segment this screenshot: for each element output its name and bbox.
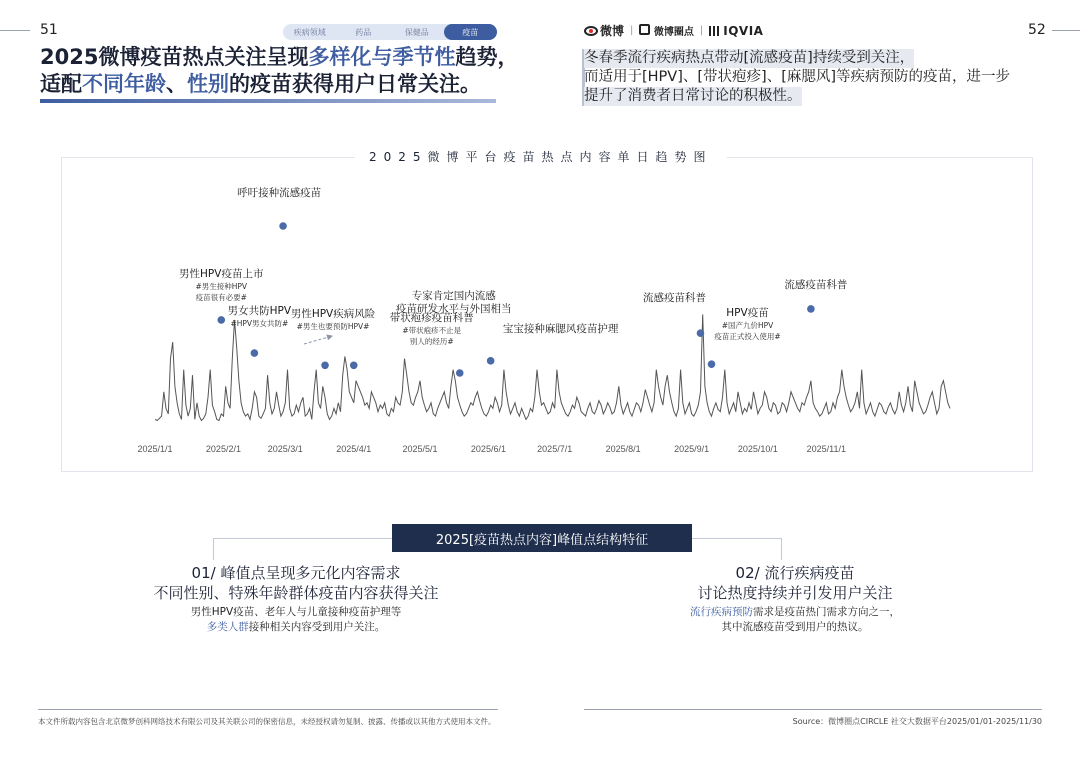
peak-label: 男性HPV疫苗上市 bbox=[179, 268, 264, 280]
arrow-annotation bbox=[304, 336, 332, 344]
tab-vaccines[interactable]: 疫苗 bbox=[444, 24, 498, 40]
peak-label: 流感疫苗科普 bbox=[642, 292, 706, 304]
weibo-logo: 微博 bbox=[584, 22, 624, 39]
brand-separator: | bbox=[630, 25, 634, 36]
peak-sublabel: 疫苗正式投入使用# bbox=[714, 332, 781, 341]
peak-marker[interactable] bbox=[708, 360, 716, 368]
peak-label: 疫苗研发水平与外国相当 bbox=[396, 303, 512, 315]
feature-2-heading-2: 讨论热度持续并引发用户关注 bbox=[697, 584, 893, 602]
peak-marker[interactable] bbox=[251, 349, 259, 357]
summary-line-3: 提升了消费者日常讨论的积极性。 bbox=[584, 88, 802, 104]
iqvia-logo: IQVIA bbox=[709, 24, 763, 38]
feature-item-1 bbox=[96, 563, 496, 635]
brand-separator: | bbox=[699, 25, 704, 36]
feature-1-desc: 男性HPV疫苗、老年人与儿童接种疫苗护理等 多类人群接种相关内容受到用户关注。 bbox=[190, 606, 402, 633]
peak-marker[interactable] bbox=[487, 357, 495, 365]
feature-2-heading-1: 02/ 流行疾病疫苗 bbox=[735, 564, 855, 582]
peak-label: 专家肯定国内流感 bbox=[411, 290, 496, 302]
peak-label: 带状疱疹疫苗科普 bbox=[389, 312, 474, 324]
x-tick-label: 2025/3/1 bbox=[267, 444, 303, 454]
peak-label: 宝宝接种麻腮风疫苗护理 bbox=[502, 323, 619, 335]
tab-drugs[interactable]: 药品 bbox=[355, 27, 372, 37]
peak-sublabel: #带状疱疹不止是 bbox=[402, 326, 462, 335]
tab-supplements[interactable]: 保健品 bbox=[404, 27, 429, 37]
peak-label: HPV疫苗 bbox=[726, 307, 769, 319]
feature-1-heading-1: 01/ 峰值点呈现多元化内容需求 bbox=[191, 564, 401, 582]
peak-sublabel: #男生也要预防HPV# bbox=[296, 322, 370, 331]
circle-logo: 微博圈点 bbox=[639, 23, 693, 38]
x-tick-label: 2025/7/1 bbox=[537, 444, 573, 454]
section-connector-left bbox=[213, 538, 392, 539]
peak-sublabel: 别人的经历# bbox=[409, 337, 454, 346]
peak-sublabel: #HPV男女共防# bbox=[230, 319, 289, 328]
section-connector-right-drop bbox=[781, 538, 782, 560]
chart-title: 2025微博平台疫苗热点内容单日趋势图 bbox=[355, 148, 727, 165]
section-title: 2025[疫苗热点内容]峰值点结构特征 bbox=[392, 524, 692, 552]
page-number-right: 52 bbox=[1028, 22, 1046, 38]
peak-sublabel: #国产九价HPV bbox=[721, 321, 774, 330]
feature-1-heading-2: 不同性别、特殊年龄群体疫苗内容获得关注 bbox=[153, 584, 439, 602]
title-line-1: 2025微博疫苗热点关注呈现多样化与季节性趋势， bbox=[40, 45, 519, 69]
peak-marker[interactable] bbox=[350, 361, 358, 369]
tab-disease[interactable]: 疾病领域 bbox=[293, 27, 326, 37]
peak-label: 男女共防HPV bbox=[227, 305, 292, 317]
peak-label: 男性HPV疾病风险 bbox=[290, 308, 376, 320]
summary-line-2: 而适用于[HPV]、[带状疱疹]、[麻腮风]等疾病预防的疫苗，进一步 bbox=[584, 69, 1011, 85]
peak-sublabel: 疫苗很有必要# bbox=[195, 293, 247, 302]
x-tick-label: 2025/1/1 bbox=[137, 444, 173, 454]
feature-2-desc: 流行疾病预防需求是疫苗热门需求方向之一， 其中流感疫苗受到用户的热议。 bbox=[690, 606, 900, 633]
x-tick-label: 2025/11/1 bbox=[806, 444, 847, 454]
section-connector-left-drop bbox=[213, 538, 214, 560]
page-number-left: 51 bbox=[40, 22, 58, 38]
peak-marker[interactable] bbox=[807, 305, 815, 313]
confidentiality-note: 本文件所载内容包含北京微梦创科网络技术有限公司及其关联公司的保密信息，未经授权请勿复制、披露、传播或以其他方式使用本文件。 bbox=[38, 717, 496, 726]
peak-sublabel: #男生接种HPV bbox=[195, 282, 248, 291]
x-tick-label: 2025/10/1 bbox=[737, 444, 778, 454]
x-tick-label: 2025/2/1 bbox=[205, 444, 241, 454]
feature-item-2 bbox=[640, 563, 950, 635]
peak-marker[interactable] bbox=[321, 361, 329, 369]
peak-label: 呼吁接种流感疫苗 bbox=[237, 187, 322, 199]
peak-marker[interactable] bbox=[456, 369, 464, 377]
x-tick-label: 2025/9/1 bbox=[674, 444, 710, 454]
peak-label: 流感疫苗科普 bbox=[784, 279, 848, 291]
footer-rule-left bbox=[38, 709, 498, 710]
summary-line-1: 冬春季流行疾病热点带动[流感疫苗]持续受到关注， bbox=[584, 50, 915, 66]
peak-marker[interactable] bbox=[279, 222, 287, 230]
footer-rule-right bbox=[584, 709, 1042, 710]
section-connector-right bbox=[692, 538, 782, 539]
title-line-2: 适配不同年龄、性别的疫苗获得用户日常关注。 bbox=[40, 72, 481, 96]
peak-marker[interactable] bbox=[697, 329, 705, 337]
x-tick-label: 2025/4/1 bbox=[336, 444, 372, 454]
x-tick-label: 2025/8/1 bbox=[605, 444, 641, 454]
x-tick-label: 2025/5/1 bbox=[402, 444, 438, 454]
x-tick-label: 2025/6/1 bbox=[470, 444, 506, 454]
data-source: Source：微博圈点CIRCLE 社交大数据平台2025/01/01-2025/11/30 bbox=[792, 717, 1042, 726]
peak-marker[interactable] bbox=[217, 316, 225, 324]
